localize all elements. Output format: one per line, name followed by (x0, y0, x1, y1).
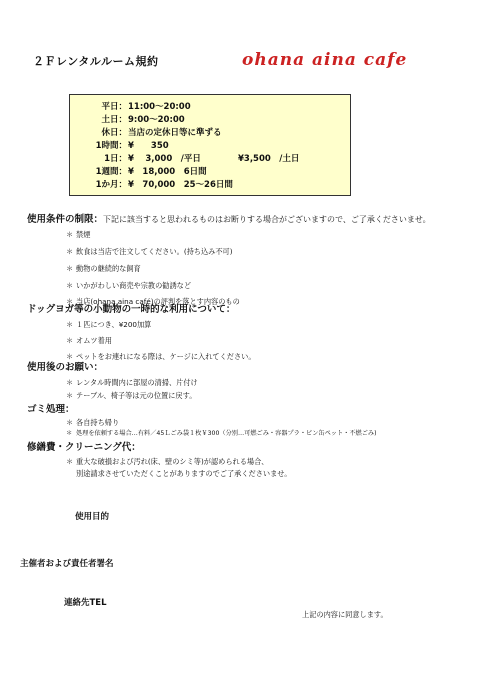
cafe-logo: ohana aina cafe (242, 50, 408, 70)
price-value-weekend: ¥3,500 /土日 (238, 154, 300, 164)
list-item-text: 各自持ち帰り (76, 418, 120, 427)
asterisk-icon: ＊ (66, 378, 74, 387)
price-value: ¥ 3,000 /平日 (128, 154, 201, 164)
asterisk-icon: ＊ (66, 352, 74, 361)
heading-note: 下記に該当すると思われるものはお断りする場合がございますので、ご了承くださいませ。 (103, 215, 431, 224)
price-label: 1週間： (95, 167, 127, 177)
price-value: ¥ 70,000 25～26日間 (128, 180, 233, 190)
section-heading-pets: ドッグヨガ等の小動物の一時的な利用について： (27, 304, 236, 315)
asterisk-icon: ＊ (66, 230, 74, 239)
asterisk-icon: ＊ (66, 391, 74, 400)
price-value: 11:00～20:00 (128, 102, 191, 112)
list-item-text: いかがわしい商売や宗教の勧誘など (76, 281, 192, 290)
price-label: 休日： (101, 128, 127, 138)
price-value: 当店の定休日等に準ずる (128, 128, 222, 138)
list-item-text: 動物の継続的な飼育 (76, 264, 141, 273)
list-item-continuation: 別途請求させていただくことがありますのでご了承くださいませ。 (76, 469, 292, 478)
asterisk-icon: ＊ (66, 336, 74, 345)
price-table (69, 94, 351, 196)
asterisk-icon: ＊ (66, 281, 74, 290)
list-item (66, 431, 377, 437)
list-item-text: ペットをお連れになる際は、ケージに入れてください。 (76, 352, 256, 361)
price-label: 1日： (104, 154, 127, 164)
list-item-text: 処理を依頼する場合…有料／45Ｌごみ袋１枚￥300（分別…可燃ごみ・容器プラ・ビン缶ペット・不燃ごみ) (76, 430, 377, 437)
section-heading-garbage: ゴミ処理： (27, 404, 75, 415)
document-title: ２Ｆレンタルルーム規約 (33, 55, 159, 68)
list-item (66, 231, 90, 238)
asterisk-icon: ＊ (66, 320, 74, 329)
list-item (66, 248, 233, 255)
asterisk-icon: ＊ (66, 430, 73, 437)
list-item-text: 当店(ohana aina café)の評判を落とす内容のもの (76, 297, 240, 306)
asterisk-icon: ＊ (66, 264, 74, 273)
asterisk-icon: ＊ (66, 297, 74, 306)
list-item-text: レンタル時間内に部屋の清掃、片付け (76, 378, 198, 387)
asterisk-icon: ＊ (66, 247, 74, 256)
price-label: 平日： (101, 102, 127, 112)
price-label: 土日： (101, 115, 127, 125)
purpose-field-label: 使用目的 (75, 512, 110, 522)
list-item-text: テーブル、椅子等は元の位置に戻す。 (76, 391, 197, 400)
price-value: ¥ 18,000 6日間 (128, 167, 207, 177)
list-item (66, 321, 151, 328)
price-value: 9:00～20:00 (128, 115, 185, 125)
agreement-text: 上記の内容に同意します。 (302, 610, 388, 619)
asterisk-icon: ＊ (66, 418, 74, 427)
list-item (66, 282, 191, 289)
list-item (66, 419, 119, 426)
list-item (66, 353, 256, 360)
heading-text: 使用条件の制限： (27, 214, 104, 225)
price-label: 1か月： (95, 180, 127, 190)
list-item-text: 重大な破損および汚れ(床、壁のシミ等)が認められる場合、 (76, 457, 269, 466)
list-item-text: １匹につき、¥200加算 (76, 320, 152, 329)
list-item (66, 337, 112, 344)
price-label: 1時間： (95, 141, 127, 151)
section-heading-after-use: 使用後のお願い： (27, 362, 104, 373)
section-heading-repair: 修繕費・クリーニング代： (27, 442, 141, 453)
asterisk-icon: ＊ (66, 457, 74, 466)
organizer-signature-label: 主催者および責任者署名 (20, 559, 114, 569)
list-item-text: 禁煙 (76, 230, 91, 239)
list-item (66, 379, 198, 386)
list-item (66, 458, 269, 465)
price-value: ¥ 350 (128, 141, 169, 151)
list-item (66, 265, 141, 272)
list-item-text: 飲食は当店で注文してください。(持ち込み不可) (76, 247, 233, 256)
contact-tel-label: 連絡先TEL (64, 598, 107, 608)
section-heading-conditions (27, 215, 431, 225)
list-item (66, 392, 196, 399)
list-item-text: オムツ着用 (76, 336, 112, 345)
